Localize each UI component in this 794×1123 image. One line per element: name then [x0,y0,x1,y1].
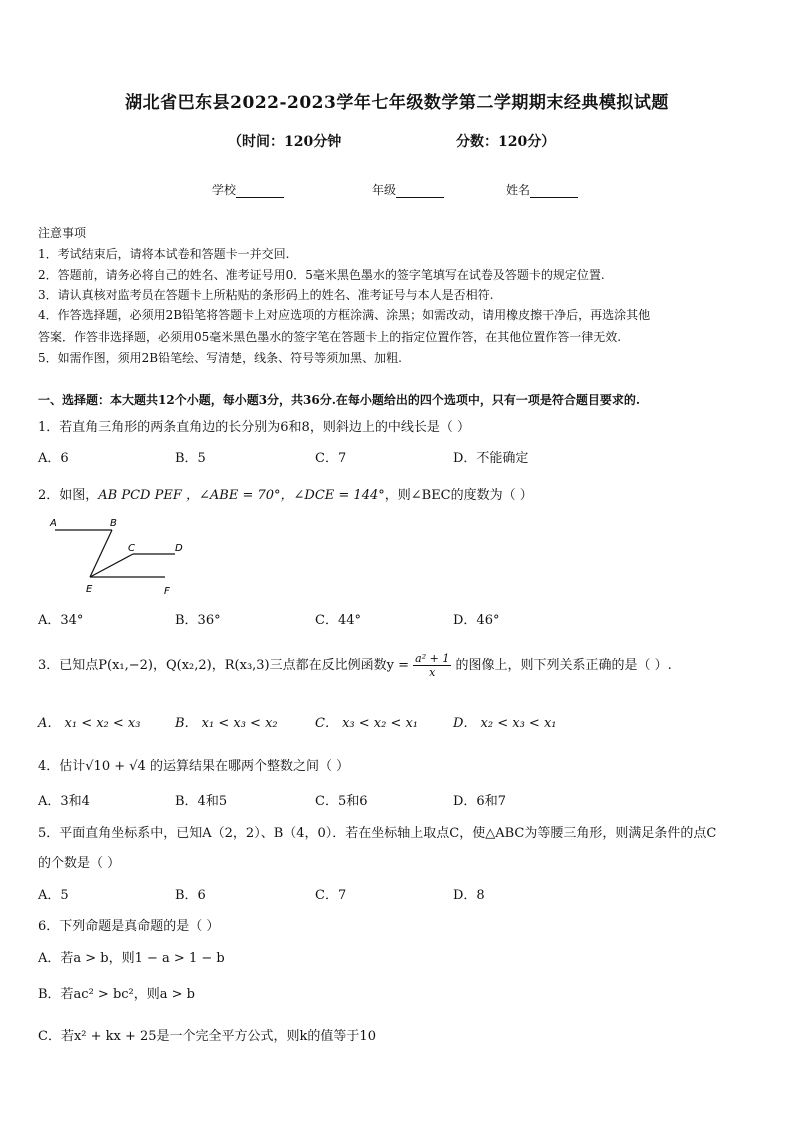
q1-option-c: C．7 [315,451,347,466]
grade-field [372,181,444,198]
page-title: 湖北省巴东县2022-2023学年七年级数学第二学期期末经典模拟试题 [125,93,669,113]
q5-option-d: D．8 [453,888,485,903]
notice-item: 3．请认真核对监考员在答题卡上所粘贴的条形码上的姓名、准考证号与本人是否相符. [38,288,494,302]
q6-option-b: B．若ac² > bc²，则a > b [38,987,195,1002]
question-1: 1．若直角三角形的两条直角边的长分别为6和8，则斜边上的中线长是（ ） [38,420,470,435]
question-4: 4．估计√10 + √4 的运算结果在哪两个整数之间（ ） [38,759,350,774]
q2-stem-end: ，则∠BEC的度数为（ ） [384,488,533,503]
q4-option-a: A．3和4 [38,794,90,809]
grade-label: 年级 [372,183,397,197]
question-5-line-2: 的个数是（ ） [38,856,121,871]
q3-option-a: A． x₁ < x₂ < x₃ [38,716,141,731]
notice-item: 2．答题前，请务必将自己的姓名、准考证号用0．5毫米黑色墨水的签字笔填写在试卷及答题卡的规定位置. [38,268,605,282]
q2-stem-math: AB PCD PEF ，∠ABE = 70°，∠DCE = 144° [98,488,385,503]
q6-option-a: A．若a > b，则1 − a > 1 − b [38,951,225,966]
school-blank [236,185,284,198]
name-field [506,181,578,198]
q6-option-c: C．若x² + kx + 25是一个完全平方公式，则k的值等于10 [38,1029,376,1044]
q3-stem-end: 的图像上，则下列关系正确的是（ ）. [455,658,672,673]
q3-option-d: D． x₂ < x₃ < x₁ [453,716,557,731]
q2-option-b: B．36° [175,613,221,628]
question-3 [38,652,672,679]
q1-option-b: B．5 [175,451,206,466]
q5-option-b: B．6 [175,888,206,903]
name-label: 姓名 [506,183,531,197]
point-label-c: C [128,543,135,554]
question-5-line-1: 5．平面直角坐标系中，已知A（2，2）、B（4，0）．若在坐标轴上取点C，使△ABC为等腰三角形，则满足条件的点C [38,826,717,841]
notice-item: 4．作答选择题，必须用2B铅笔将答题卡上对应选项的方框涂满、涂黑；如需改动，请用橡皮擦干净后，再选涂其他 [38,308,651,322]
q2-option-d: D．46° [453,613,500,628]
q2-option-c: C．44° [315,613,361,628]
q4-option-b: B．4和5 [175,794,228,809]
q3-fraction-denominator: x [429,666,436,679]
exam-time: （时间：120分钟 [228,134,342,150]
q2-stem-start: 2．如图， [38,488,99,503]
question-2 [38,484,533,503]
grade-blank [396,185,444,198]
point-label-d: D [175,543,183,554]
section-heading: 一、选择题：本大题共12个小题，每小题3分，共36分.在每小题给出的四个选项中，只有一项是符合题目要求的. [38,393,641,407]
school-field [212,181,284,198]
question-6: 6．下列命题是真命题的是（ ） [38,919,220,934]
parallel-lines-figure [40,514,200,600]
notice-item: 1．考试结束后，请将本试卷和答题卡一并交回. [38,247,290,261]
q3-fraction-numerator: a² + 1 [415,652,450,665]
point-label-a: A [50,518,57,529]
q4-option-d: D．6和7 [453,794,506,809]
exam-score: 分数：120分） [456,134,556,150]
point-label-f: F [164,586,170,597]
school-label: 学校 [212,183,237,197]
point-label-b: B [110,518,117,529]
q1-option-d: D．不能确定 [453,451,529,466]
notice-heading: 注意事项 [38,226,87,240]
q3-stem-start: 3．已知点P(x₁,−2)，Q(x₂,2)，R(x₃,3)三点都在反比例函数y = [38,658,409,673]
q1-option-a: A．6 [38,451,69,466]
q4-option-c: C．5和6 [315,794,368,809]
line-be [90,530,112,577]
q5-option-c: C．7 [315,888,347,903]
notice-item: 答案．作答非选择题，必须用05毫米黑色墨水的签字笔在答题卡上的指定位置作答，在其他位置作答一律无效. [38,330,622,344]
q5-option-a: A．5 [38,888,69,903]
name-blank [530,185,578,198]
point-label-e: E [86,584,93,595]
q3-option-b: B． x₁ < x₃ < x₂ [175,716,278,731]
q3-fraction [413,652,451,679]
notice-item: 5．如需作图，须用2B铅笔绘、写清楚，线条、符号等须加黑、加粗. [38,351,402,365]
q3-option-c: C． x₃ < x₂ < x₁ [315,716,419,731]
q2-option-a: A．34° [38,613,84,628]
line-ce [90,554,133,577]
